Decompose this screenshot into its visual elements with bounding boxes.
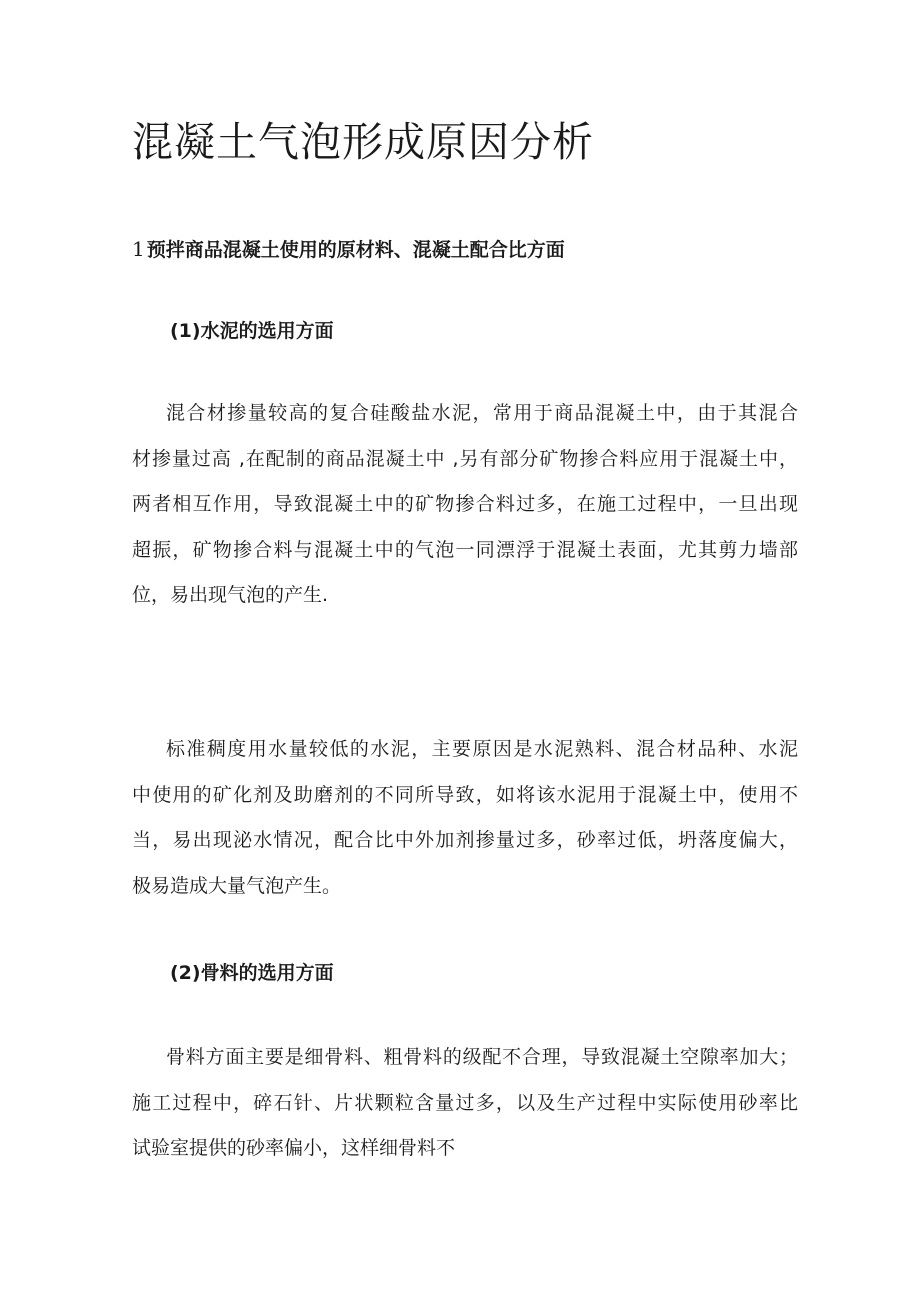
paragraph-line: 骨料方面主要是细骨料、粗骨料的级配不合理，导致混凝土空隙率加大； bbox=[166, 1046, 798, 1068]
paragraph-line: 位，易出现气泡的产生. bbox=[132, 584, 329, 606]
paragraph-line: 中使用的矿化剂及助磨剂的不同所导致，如将该水泥用于混凝土中，使用不 bbox=[132, 783, 798, 806]
paragraph-line: 混合材掺量较高的复合硅酸盐水泥，常用于商品混凝土中，由于其混合 bbox=[166, 402, 798, 424]
subheading-cement: (1)水泥的选用方面 bbox=[170, 320, 334, 342]
paragraph-line: 当，易出现泌水情况，配合比中外加剂掺量过多，砂率过低，坍落度偏大， bbox=[132, 829, 798, 851]
subheading-aggregate: (2)骨料的选用方面 bbox=[170, 962, 334, 984]
paragraph-line: 极易造成大量气泡产生。 bbox=[132, 874, 342, 897]
paragraph-line: 超振，矿物掺合料与混凝土中的气泡一同漂浮于混凝土表面，尤其剪力墙部 bbox=[132, 538, 798, 561]
section-heading-1 bbox=[132, 234, 832, 265]
section-number: 1 bbox=[132, 237, 145, 261]
paragraph-line: 两者相互作用，导致混凝土中的矿物掺合料过多，在施工过程中，一旦出现 bbox=[132, 493, 798, 515]
paragraph-line: 标准稠度用水量较低的水泥，主要原因是水泥熟料、混合材品种、水泥 bbox=[166, 738, 798, 760]
paragraph-cement-water-demand bbox=[132, 727, 798, 909]
paragraph-aggregate bbox=[132, 1035, 798, 1172]
section-heading-text: 预拌商品混凝土使用的原材料、混凝土配合比方面 bbox=[146, 239, 565, 261]
paragraph-line: 施工过程中，碎石针、片状颗粒含量过多，以及生产过程中实际使用砂率比 bbox=[132, 1091, 798, 1114]
paragraph-line: 材掺量过高 ,在配制的商品混凝土中 ,另有部分矿物掺合料应用于混凝土中， bbox=[132, 447, 798, 470]
document-title: 混凝土气泡形成原因分析 bbox=[132, 118, 594, 166]
paragraph-line: 试验室提供的砂率偏小，这样细骨料不 bbox=[132, 1137, 456, 1159]
paragraph-cement-admixture bbox=[132, 391, 798, 619]
